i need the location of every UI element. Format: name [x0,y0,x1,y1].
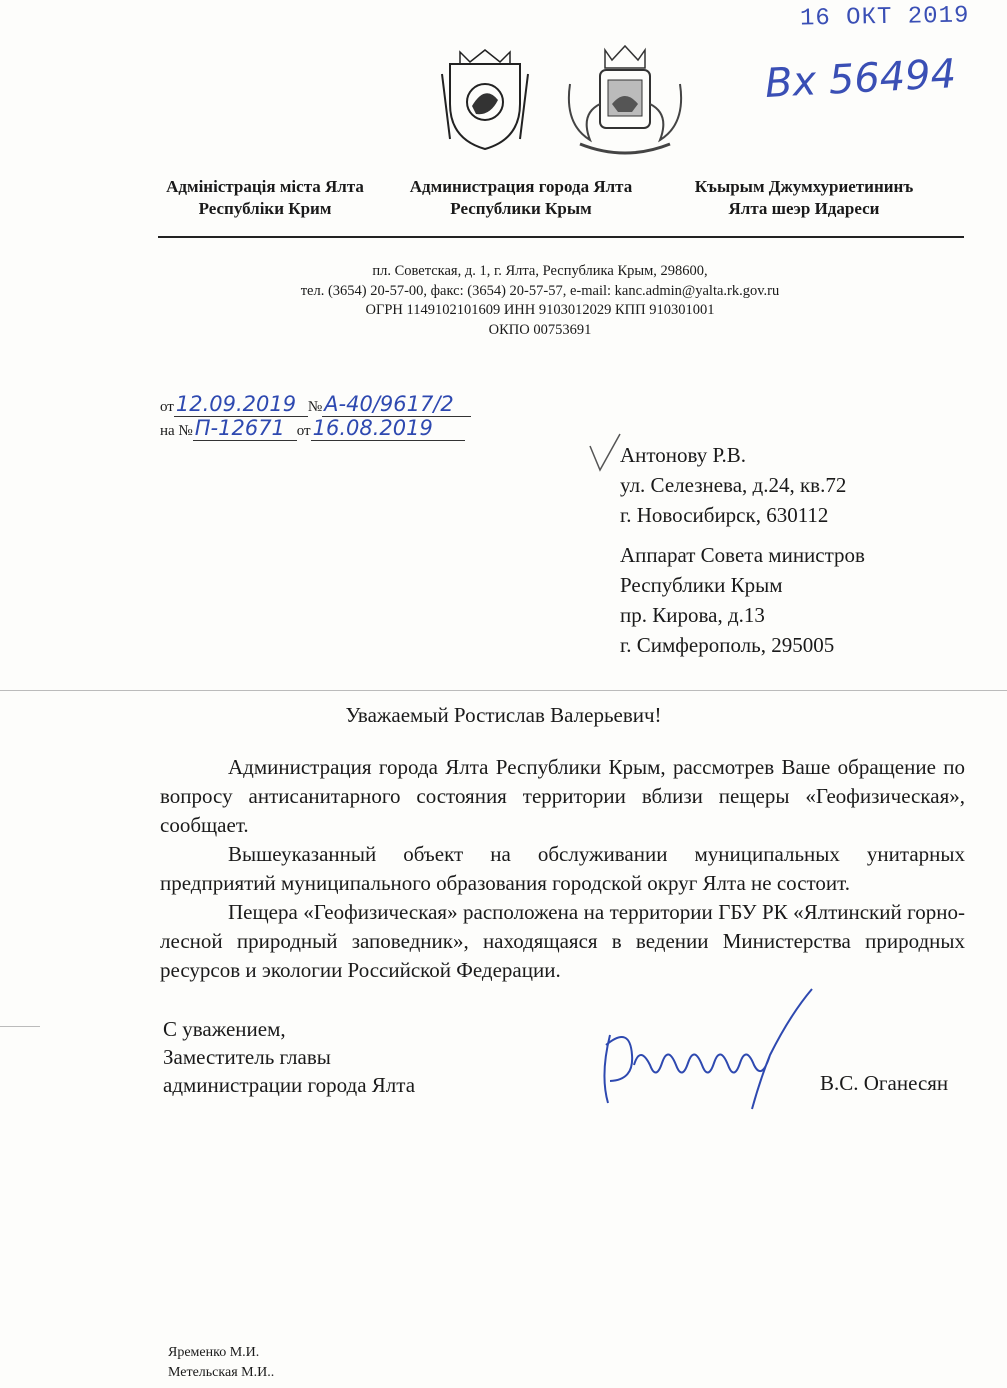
incoming-date: 16.08.2019 [311,416,465,441]
recipient-second-line4: г. Симферополь, 295005 [620,633,835,657]
number-label: № [307,399,323,415]
header-russian [392,176,650,220]
page-fold-line [0,690,1007,691]
signature-block [163,1015,415,1099]
recipient-first-line1: Антонову Р.В. [620,443,747,467]
recipient-first-line2: ул. Селезнева, д.24, кв.72 [620,473,847,497]
recipient-first-line3: г. Новосибирск, 630112 [620,503,829,527]
header-divider [158,236,964,238]
reply-from-label: от [296,423,311,439]
executors [168,1343,274,1383]
contact-okpo: ОКПО 00753691 [488,321,592,338]
from-label: от [160,399,174,415]
contact-address: пл. Советская, д. 1, г. Ялта, Республика Крым, 298600, [372,263,708,279]
signature-line2: Заместитель главы [163,1045,331,1069]
contact-block [200,262,880,340]
header-rus-line2: Республики Крым [450,199,592,218]
header-crh-line2: Ялта шеэр Идареси [728,199,880,218]
header-crimean-tatar [676,176,932,220]
header-rus-line1: Администрация города Ялта [409,177,633,196]
body-paragraph: Вышеуказанный объект на обслуживании муниципальных унитарных предприятий муниципального образования городской округ Ялта не состоит. [160,842,965,895]
handwritten-signature-icon [590,985,830,1110]
incoming-reference [160,416,465,441]
recipient-second-line3: пр. Кирова, д.13 [620,603,765,627]
yalta-coat-of-arms-icon [560,44,690,159]
recipient-second [620,540,865,660]
recipient-second-line1: Аппарат Совета министров [620,543,865,567]
recipient-second-line2: Республики Крым [620,573,783,597]
outgoing-reference [160,392,471,417]
contact-codes: ОГРН 1149102101609 ИНН 9103012029 КПП 910301001 [365,302,715,318]
registration-number-handwritten: Вх 56494 [763,51,958,107]
outgoing-number: А-40/9617/2 [322,392,471,417]
contact-phones: тел. (3654) 20-57-00, факс: (3654) 20-57-57, e-mail: kanc.admin@yalta.rk.gov.ru [300,282,780,299]
executor-2: Метельская М.И.. [168,1365,275,1380]
body-paragraph: Администрация города Ялта Республики Крым, рассмотрев Ваше обращение по вопросу антисанитарного состояния территории вблизи пещеры «Геофизическая», сообщает. [160,755,965,837]
letter-body [160,753,965,985]
punch-mark [0,1026,40,1027]
header-ukr-line1: Адміністрація міста Ялта [166,177,364,196]
received-date-stamp: 16 ОКТ 2019 [799,2,970,33]
checkmark-icon [588,432,622,472]
crimea-coat-of-arms-icon [440,44,530,154]
reply-label: на № [160,423,193,439]
signatory-name: В.С. Оганесян [820,1071,949,1095]
recipient-first [620,440,846,530]
incoming-number: П-12671 [193,416,297,441]
header-crh-line1: Къырым Джумхуриетининъ [694,177,914,196]
header-ukrainian [150,176,380,220]
outgoing-date: 12.09.2019 [174,392,308,417]
executor-1: Яременко М.И. [168,1345,260,1360]
header-ukr-line2: Республіки Крим [198,199,332,218]
greeting: Уважаемый Ростислав Валерьевич! [345,703,662,727]
signature-line3: администрации города Ялта [163,1073,416,1097]
body-paragraph: Пещера «Геофизическая» расположена на территории ГБУ РК «Ялтинский горно-лесной природный заповедник», находящаяся в ведении Министерства природных ресурсов и экологии Российской Федерации. [160,900,965,982]
signature-line1: С уважением, [163,1017,286,1041]
